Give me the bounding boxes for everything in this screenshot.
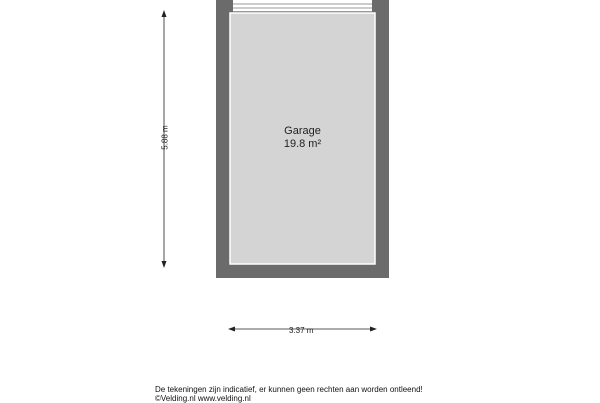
- disclaimer-text: De tekeningen zijn indicatief, er kunnen geen rechten aan worden ontleend!: [155, 385, 423, 394]
- garage-door-opening: [233, 0, 372, 12]
- width-arrow-left: [228, 327, 235, 332]
- height-arrow-top: [162, 10, 167, 17]
- credit-text: ©Velding.nl www.velding.nl: [155, 394, 251, 403]
- room-name-label: Garage: [284, 125, 321, 137]
- height-dimension-label: 5.88 m: [160, 125, 170, 150]
- height-arrow-bottom: [162, 261, 167, 268]
- room-area-label: 19.8 m²: [283, 138, 322, 150]
- width-dimension-label: 3.37 m: [289, 326, 314, 335]
- width-arrow-right: [370, 327, 377, 332]
